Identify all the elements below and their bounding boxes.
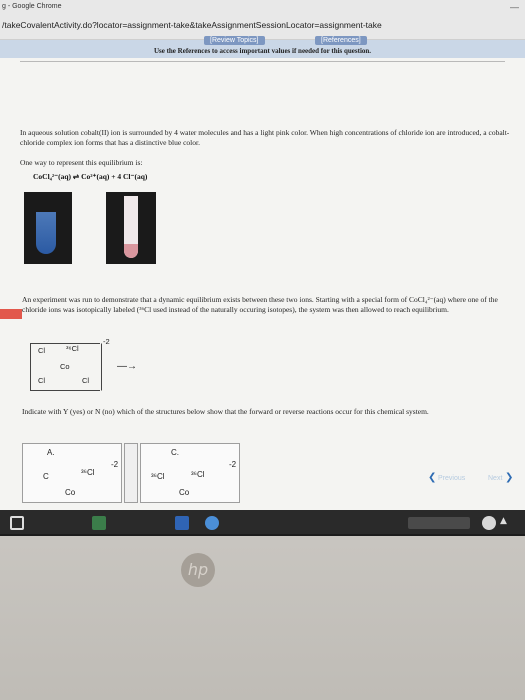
choice-a-top-right: ³⁶Cl [81, 468, 95, 477]
complex-cl-top-left: Cl [38, 346, 46, 355]
choice-a-center: Co [65, 488, 76, 497]
chrome-icon[interactable] [205, 516, 219, 530]
help-icon[interactable] [482, 516, 496, 530]
chevron-right-icon[interactable]: ❯ [505, 472, 514, 483]
choice-a-charge: -2 [111, 460, 119, 469]
launcher-icon[interactable] [10, 516, 24, 530]
choice-c-label: C. [171, 448, 179, 457]
assignment-page [0, 40, 525, 510]
references-note: Use the References to access important values if needed for this question. [153, 47, 372, 55]
review-topics-link[interactable]: [Review Topics] [204, 36, 265, 45]
complex-co-center: Co [60, 362, 70, 371]
status-tray[interactable] [408, 517, 470, 529]
choice-a-box[interactable] [22, 443, 122, 503]
choice-a-top-left: C [43, 472, 49, 481]
choice-c-center: Co [179, 488, 190, 497]
choice-c-top-right: ³⁶Cl [191, 470, 205, 479]
blue-test-tube-image [24, 192, 72, 264]
pink-test-tube-image [106, 192, 156, 264]
word-icon[interactable] [175, 516, 189, 530]
chrome-titlebar [0, 0, 525, 40]
chevron-left-icon[interactable]: ❮ [428, 472, 437, 483]
address-bar[interactable]: /takeCovalentActivity.do?locator=assignment-take&takeAssignmentSessionLocator=assignment-take [2, 20, 382, 30]
choice-c-charge: -2 [229, 460, 237, 469]
question-marker [0, 309, 22, 319]
complex-cl-bottom-right: Cl [82, 376, 90, 385]
minimize-icon[interactable]: — [510, 2, 519, 12]
choice-a-label: A. [47, 448, 55, 457]
files-icon[interactable] [92, 516, 106, 530]
previous-button[interactable]: Previous [438, 475, 466, 482]
references-link[interactable]: [References] [315, 36, 367, 45]
equilibrium-prompt: One way to represent this equilibrium is: [20, 158, 143, 167]
network-icon[interactable]: ▲ [500, 516, 507, 526]
experiment-description: An experiment was run to demonstrate that a dynamic equilibrium exists between these two ions. Starting with a special form of CoCl₄²⁻(aq) where one of the chloride ions was isotopically labeled (³⁶Cl used instead of the naturally occuring isotopes), the system was then allowed to reach equilibrium. [22, 295, 498, 314]
question-intro: In aqueous solution cobalt(II) ion is surrounded by 4 water molecules and has a light pink color. When high concentrations of chloride ion are introduced, a cobalt-chloride complex ion forms that has a distinctive blue color. [20, 128, 510, 147]
choice-b-box[interactable] [124, 443, 138, 503]
indicate-instructions: Indicate with Y (yes) or N (no) which of the structures below show that the forward or reverse reactions occur for this chemical system. [22, 407, 429, 416]
complex-cl-bottom-left: Cl [38, 376, 46, 385]
os-taskbar [0, 510, 525, 536]
choice-c-box[interactable] [140, 443, 240, 503]
divider [20, 61, 505, 62]
equilibrium-equation: CoCl₄²⁻(aq) ⇌ Co²⁺(aq) + 4 Cl⁻(aq) [33, 172, 148, 181]
pink-solution [124, 244, 138, 258]
complex-charge: -2 [103, 337, 110, 346]
reaction-arrow: —→ [117, 361, 137, 372]
complex-cl36-top-right: ³⁶Cl [66, 344, 79, 353]
window-title: g - Google Chrome [2, 3, 62, 10]
choice-c-top-left: ³⁶Cl [151, 472, 165, 481]
next-button[interactable]: Next [488, 475, 503, 482]
hp-logo: hp [181, 553, 215, 587]
blue-solution [36, 212, 56, 254]
